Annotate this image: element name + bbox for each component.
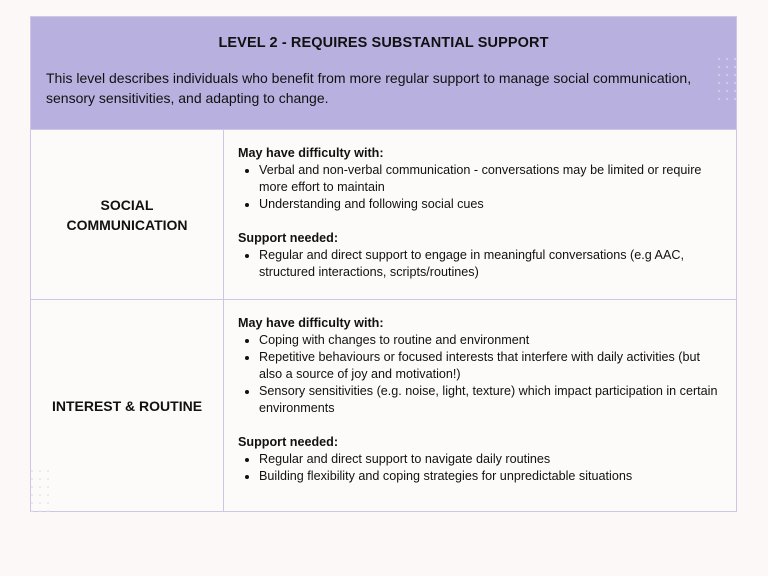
- support-list: [238, 451, 722, 485]
- row-content: [224, 300, 736, 512]
- list-item: • Repetitive behaviours or focused interests that interfere with daily activities (but also a source of joy and motivation!): [259, 349, 722, 383]
- card-header: [31, 17, 736, 129]
- table-row-interest-routine: [31, 299, 736, 512]
- page-title: LEVEL 2 - REQUIRES SUBSTANTIAL SUPPORT: [218, 35, 549, 51]
- list-item: • Coping with changes to routine and environment: [259, 332, 722, 349]
- decorative-dots: [31, 470, 49, 512]
- difficulty-heading: May have difficulty with:: [238, 146, 384, 160]
- row-label: [31, 300, 224, 512]
- support-level-card: [30, 16, 737, 512]
- row-label-line: SOCIAL: [100, 196, 154, 213]
- list-item: • Regular and direct support to engage in meaningful conversations (e.g AAC, structured interactions, scripts/routines): [259, 247, 722, 281]
- list-item: • Building flexibility and coping strategies for unpredictable situations: [259, 468, 722, 485]
- row-label-line: COMMUNICATION: [66, 216, 188, 233]
- table-row-social-communication: [31, 129, 736, 299]
- list-item: • Understanding and following social cues: [259, 196, 722, 213]
- intro-text: This level describes individuals who benefit from more regular support to manage social communication, sensory sensitivities, and adapting to change.: [46, 70, 692, 106]
- decorative-dots: [718, 58, 736, 100]
- difficulty-list: [238, 332, 722, 417]
- row-label: [31, 130, 224, 299]
- support-heading: Support needed:: [238, 435, 339, 449]
- list-item: • Sensory sensitivities (e.g. noise, light, texture) which impact participation in certain environments: [259, 383, 722, 417]
- row-content: [224, 130, 736, 299]
- row-label-line: INTEREST & ROUTINE: [51, 398, 203, 414]
- list-item: • Verbal and non-verbal communication - conversations may be limited or require more effort to maintain: [259, 162, 722, 196]
- difficulty-list: [238, 162, 722, 213]
- list-item: • Regular and direct support to navigate daily routines: [259, 451, 722, 468]
- support-heading: Support needed:: [238, 231, 339, 245]
- difficulty-heading: May have difficulty with:: [238, 316, 384, 330]
- support-list: [238, 247, 722, 281]
